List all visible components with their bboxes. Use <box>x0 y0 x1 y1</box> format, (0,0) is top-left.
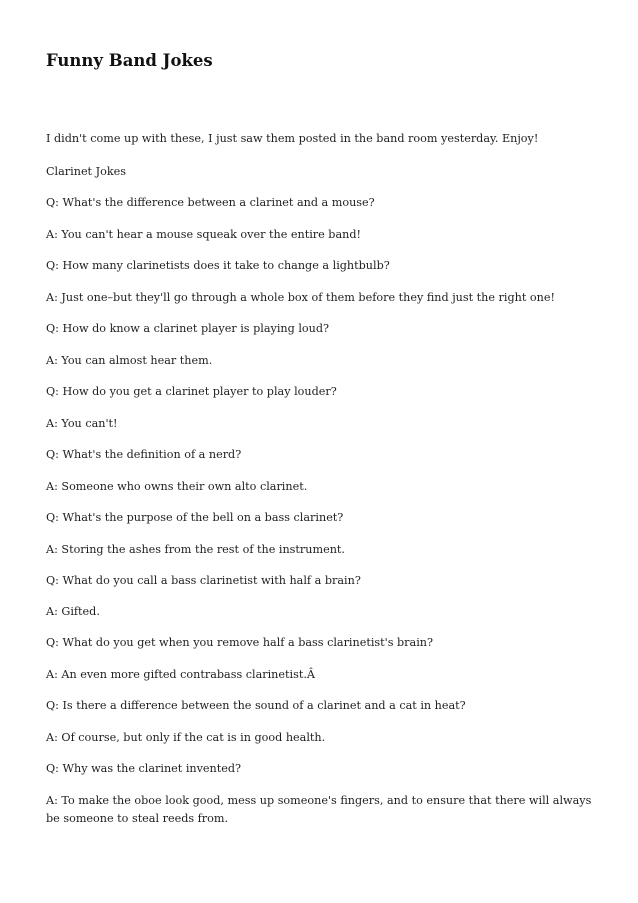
joke-question: Q: Why was the clarinet invented? <box>46 762 242 775</box>
joke-answer: A: You can't hear a mouse squeak over the entire band! <box>46 228 361 241</box>
joke-question: Q: What do you call a bass clarinetist with half a brain? <box>46 574 361 587</box>
joke-answer: A: Just one–but they'll go through a whole box of them before they find just the right one! <box>46 291 555 304</box>
intro-paragraph: I didn't come up with these, I just saw them posted in the band room yesterday. Enjoy! <box>46 132 539 145</box>
page-title: Funny Band Jokes <box>46 51 213 70</box>
joke-answer: A: You can't! <box>46 417 118 430</box>
joke-question: Q: What do you get when you remove half a bass clarinetist's brain? <box>46 636 433 649</box>
joke-answer: A: You can almost hear them. <box>46 354 213 367</box>
joke-answer: A: An even more gifted contrabass clarinetist.Â <box>46 668 315 681</box>
joke-answer: A: Storing the ashes from the rest of the instrument. <box>46 543 345 556</box>
joke-question: Q: What's the definition of a nerd? <box>46 448 242 461</box>
section-heading-clarinet-jokes: Clarinet Jokes <box>46 165 126 178</box>
joke-question: Q: How do know a clarinet player is playing loud? <box>46 322 330 335</box>
joke-question: Q: How many clarinetists does it take to change a lightbulb? <box>46 259 390 272</box>
joke-question: Q: What's the difference between a clarinet and a mouse? <box>46 196 375 209</box>
joke-answer: A: Someone who owns their own alto clarinet. <box>46 480 308 493</box>
joke-answer: A: To make the oboe look good, mess up someone's fingers, and to ensure that there will always be someone to steal reeds from. <box>46 794 592 825</box>
joke-question: Q: How do you get a clarinet player to play louder? <box>46 385 337 398</box>
joke-answer: A: Gifted. <box>46 605 100 618</box>
joke-answer: A: Of course, but only if the cat is in good health. <box>46 731 326 744</box>
joke-question: Q: What's the purpose of the bell on a bass clarinet? <box>46 511 344 524</box>
joke-question: Q: Is there a difference between the sound of a clarinet and a cat in heat? <box>46 699 466 712</box>
